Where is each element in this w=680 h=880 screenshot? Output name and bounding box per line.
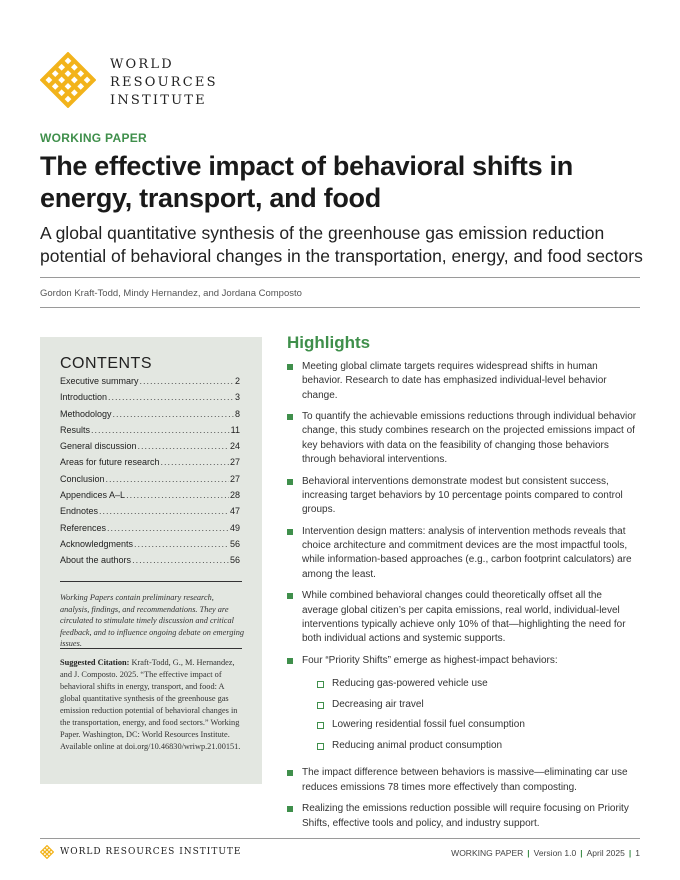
highlight-item: While combined behavioral changes could theoretically offset all the average global citizen’s per capita emissions, real world, individual-level interventions typically achieve only 10% of that—highlighting the need for both individual actions and systemic supports. bbox=[287, 589, 639, 646]
wri-wordmark bbox=[110, 56, 218, 110]
footer-version: Version 1.0 bbox=[533, 848, 577, 858]
suggested-citation bbox=[60, 657, 245, 753]
toc-label: General discussion bbox=[60, 441, 137, 452]
bullet-square-icon bbox=[287, 593, 293, 599]
toc-entry-future-research[interactable] bbox=[60, 457, 240, 473]
wordmark-line: WORLD bbox=[110, 57, 174, 72]
toc-entry-about-authors[interactable] bbox=[60, 555, 240, 571]
toc-label: Introduction bbox=[60, 392, 108, 403]
toc-page: 27 bbox=[229, 457, 240, 468]
toc-entry-acknowledgments[interactable] bbox=[60, 539, 240, 555]
citation-label: Suggested Citation: bbox=[60, 658, 130, 667]
toc-entry-results[interactable] bbox=[60, 425, 240, 441]
divider bbox=[60, 648, 242, 649]
toc-page: 56 bbox=[229, 555, 240, 566]
divider bbox=[40, 307, 640, 308]
highlight-item: Behavioral interventions demonstrate modest but consistent success, increasing target behaviors by 10 percentage points compared to control groups. bbox=[287, 475, 639, 518]
toc-entry-references[interactable] bbox=[60, 523, 240, 539]
highlight-item: The impact difference between behaviors is massive—eliminating car use reduces emissions 78 times more effectively than composting. bbox=[287, 766, 639, 795]
footer-brand-name: WORLD RESOURCES INSTITUTE bbox=[60, 847, 242, 857]
toc-entry-introduction[interactable] bbox=[60, 392, 240, 408]
toc-page: 56 bbox=[229, 538, 240, 549]
priority-shift-item: Reducing animal product consumption bbox=[302, 739, 639, 760]
citation-text: Kraft-Todd, G., M. Hernandez, and J. Composto. 2025. “The effective impact of behavioral shifts in energy, transport, and food: A global quantitative synthesis of the greenhouse gas emission reduction potential of behavioral changes in the transportation, energy, and food sectors.” Working Paper. Washington, DC: World Resources Institute. Available online at doi.org/10.46830/wriwp.21.00151. bbox=[60, 658, 241, 751]
working-paper-note: Working Papers contain preliminary research, analysis, findings, and recommendations. They are circulated to stimulate timely discussion and critical feedback, and to influence ongoing debate on emerging issues. bbox=[60, 593, 245, 648]
toc-entry-general-discussion[interactable] bbox=[60, 441, 240, 457]
page-title: The effective impact of behavioral shifts in energy, transport, and food bbox=[40, 151, 573, 213]
footer-divider bbox=[40, 838, 640, 839]
open-square-bullet-icon bbox=[317, 743, 324, 750]
page-subtitle: A global quantitative synthesis of the greenhouse gas emission reduction potential of behavioral changes in the transportation, energy, and food sectors bbox=[40, 223, 643, 266]
toc-entry-methodology[interactable] bbox=[60, 409, 240, 425]
bullet-square-icon bbox=[287, 529, 293, 535]
wordmark-line: RESOURCES bbox=[110, 75, 218, 90]
footer-date: April 2025 bbox=[586, 848, 625, 858]
priority-shifts-list bbox=[302, 677, 639, 759]
toc-page: 28 bbox=[229, 490, 240, 501]
toc-label: Methodology bbox=[60, 408, 112, 419]
toc-label: Appendices A–L bbox=[60, 490, 126, 501]
toc-page: 3 bbox=[234, 392, 240, 403]
table-of-contents bbox=[60, 376, 240, 572]
bullet-square-icon bbox=[287, 479, 293, 485]
toc-page: 11 bbox=[230, 424, 240, 435]
toc-page: 49 bbox=[229, 522, 240, 533]
toc-page: 8 bbox=[234, 408, 240, 419]
toc-page: 2 bbox=[234, 376, 240, 386]
open-square-bullet-icon bbox=[317, 702, 324, 709]
toc-page: 47 bbox=[229, 506, 240, 517]
open-square-bullet-icon bbox=[317, 681, 324, 688]
toc-label: Acknowledgments bbox=[60, 538, 134, 549]
toc-entry-appendices[interactable] bbox=[60, 490, 240, 506]
bullet-square-icon bbox=[287, 658, 293, 664]
highlights-list bbox=[287, 360, 639, 838]
highlights-heading: Highlights bbox=[287, 333, 371, 352]
wri-logo-small-icon bbox=[40, 845, 54, 859]
priority-shift-item: Lowering residential fossil fuel consumption bbox=[302, 718, 639, 739]
highlight-item: Realizing the emissions reduction possible will require focusing on Priority Shifts, effective tools and policy, and industry support. bbox=[287, 802, 639, 831]
highlight-item: Four “Priority Shifts” emerge as highest-impact behaviors: Reducing gas-powered vehicle use Decreasing air travel Lowering residential fossil fuel consumption Reducing animal product consumption bbox=[287, 654, 639, 759]
footer-doc-type: WORKING PAPER bbox=[451, 848, 524, 858]
toc-label: Areas for future research bbox=[60, 457, 160, 468]
highlight-item: To quantify the achievable emissions reductions through individual behavior change, this study combines research on the projected emissions impact of key behaviors with data on the feasibility of changing those behaviors through behavioral interventions. bbox=[287, 410, 639, 467]
divider bbox=[40, 277, 640, 278]
footer-meta: WORKING PAPER | Version 1.0 | April 2025 | 1 bbox=[451, 848, 640, 858]
bullet-square-icon bbox=[287, 770, 293, 776]
document-type-label: WORKING PAPER bbox=[40, 131, 148, 145]
wordmark-line: INSTITUTE bbox=[110, 93, 207, 108]
wri-logo-icon bbox=[40, 52, 96, 108]
toc-page: 24 bbox=[229, 441, 240, 452]
toc-label: Results bbox=[60, 424, 91, 435]
bullet-square-icon bbox=[287, 806, 293, 812]
toc-entry-endnotes[interactable] bbox=[60, 506, 240, 522]
toc-entry-executive-summary[interactable] bbox=[60, 376, 240, 392]
toc-label: Endnotes bbox=[60, 506, 99, 517]
page-number: 1 bbox=[635, 848, 640, 858]
toc-label: Conclusion bbox=[60, 473, 105, 484]
highlight-item: Meeting global climate targets requires widespread shifts in human behavior. Research to date has emphasized individual-level behavior change. bbox=[287, 360, 639, 403]
divider bbox=[60, 581, 242, 582]
toc-label: Executive summary bbox=[60, 376, 139, 386]
open-square-bullet-icon bbox=[317, 722, 324, 729]
authors-line: Gordon Kraft-Todd, Mindy Hernandez, and Jordana Composto bbox=[40, 288, 302, 299]
toc-label: About the authors bbox=[60, 555, 132, 566]
toc-page: 27 bbox=[229, 473, 240, 484]
highlight-item: Intervention design matters: analysis of intervention methods reveals that choice architecture and commitment devices are the most impactful tools, while information-based approaches (e.g., carbon footprint calculators) are among the least. bbox=[287, 525, 639, 582]
bullet-square-icon bbox=[287, 414, 293, 420]
contents-heading: CONTENTS bbox=[60, 355, 152, 372]
bullet-square-icon bbox=[287, 364, 293, 370]
toc-entry-conclusion[interactable] bbox=[60, 474, 240, 490]
priority-shift-item: Decreasing air travel bbox=[302, 698, 639, 719]
priority-shift-item: Reducing gas-powered vehicle use bbox=[302, 677, 639, 698]
toc-label: References bbox=[60, 522, 107, 533]
